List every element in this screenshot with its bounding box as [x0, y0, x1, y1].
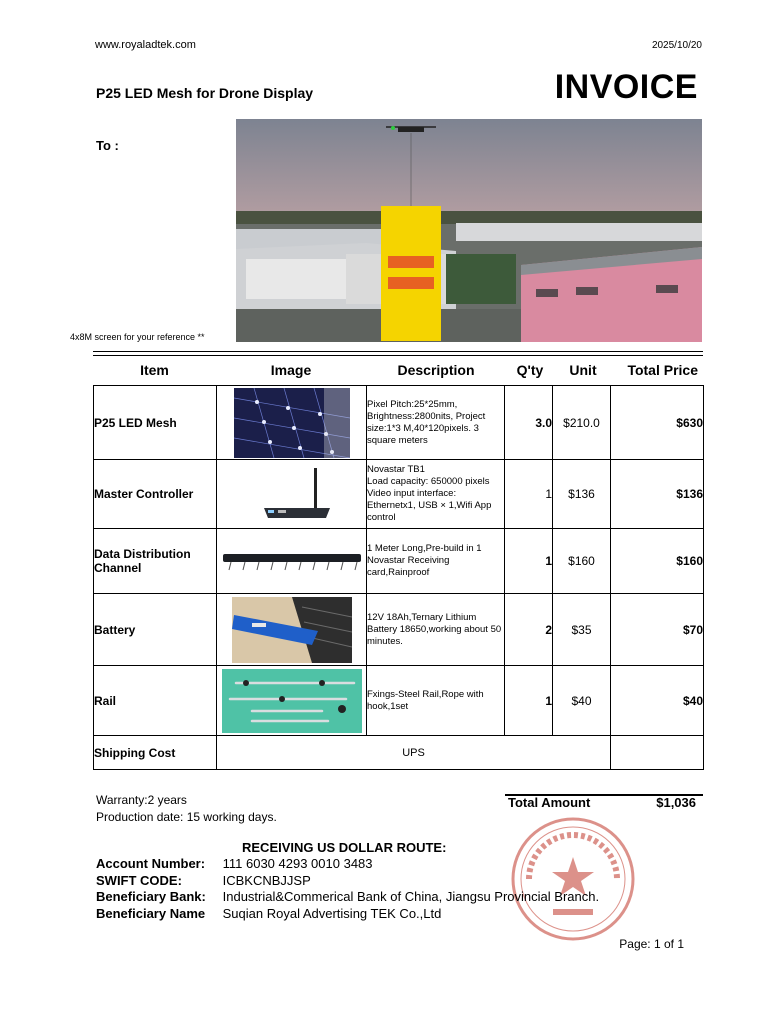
- controller-box-icon: [217, 460, 367, 529]
- beneficiary-name-value: Suqian Royal Advertising TEK Co.,Ltd: [222, 906, 442, 921]
- invoice-title: INVOICE: [554, 68, 698, 106]
- col-header-description: Description: [397, 362, 475, 378]
- row-qty: 2: [505, 594, 553, 666]
- row-unit-price: $160: [553, 529, 611, 594]
- header-rule-top: [93, 351, 703, 352]
- table-row: [94, 529, 704, 594]
- table-row: [94, 386, 704, 460]
- reference-photo: [236, 119, 702, 342]
- col-header-qty: Q'ty: [516, 362, 544, 378]
- row-unit-price: $35: [553, 594, 611, 666]
- items-table: [93, 385, 704, 770]
- invoice-subject: P25 LED Mesh for Drone Display: [96, 85, 314, 101]
- col-header-unit: Unit: [569, 362, 597, 378]
- swift-code-value: ICBKCNBJJSP: [222, 873, 311, 888]
- beneficiary-bank-label: Beneficiary Bank:: [96, 889, 206, 904]
- row-description: Novastar TB1 Load capacity: 650000 pixels Video input interface: Ethernetx1, USB × 1,Wifi App control: [367, 460, 505, 529]
- total-amount-value: $1,036: [656, 795, 696, 810]
- beneficiary-name-row: [96, 906, 441, 921]
- row-unit-price: $40: [553, 666, 611, 736]
- row-item-name: Data Distribution Channel: [94, 529, 217, 594]
- row-qty: 1: [505, 666, 553, 736]
- battery-pack-icon: [217, 594, 367, 666]
- col-header-item: Item: [140, 362, 169, 378]
- row-item-name: Rail: [94, 666, 217, 736]
- shipping-row: [94, 736, 704, 770]
- production-text: Production date: 15 working days.: [96, 810, 277, 824]
- row-item-name: P25 LED Mesh: [94, 386, 217, 460]
- row-total-price: $136: [611, 460, 704, 529]
- account-number-row: [96, 856, 373, 871]
- swift-code-label: SWIFT CODE:: [96, 873, 182, 888]
- steel-rail-icon: [217, 666, 367, 736]
- col-header-image: Image: [270, 362, 312, 378]
- total-amount-label: Total Amount: [508, 795, 591, 810]
- table-row: [94, 594, 704, 666]
- account-number-label: Account Number:: [96, 856, 206, 871]
- shipping-price: [611, 736, 704, 770]
- row-item-name: Battery: [94, 594, 217, 666]
- row-total-price: $40: [611, 666, 704, 736]
- invoice-date: 2025/10/20: [651, 40, 702, 51]
- table-row: [94, 460, 704, 529]
- row-description: Fxings-Steel Rail,Rope with hook,1set: [367, 666, 505, 736]
- beneficiary-bank-value: Industrial&Commerical Bank of China, Jiangsu Provincial Branch.: [222, 889, 600, 904]
- shipping-label: Shipping Cost: [94, 736, 217, 770]
- account-number-value: 111 6030 4293 0010 3483: [222, 856, 373, 871]
- row-description: 1 Meter Long,Pre-build in 1 Novastar Receiving card,Rainproof: [367, 529, 505, 594]
- row-total-price: $630: [611, 386, 704, 460]
- col-header-total: Total Price: [627, 362, 698, 378]
- shipping-method: UPS: [217, 736, 611, 770]
- row-qty: 3.0: [505, 386, 553, 460]
- row-unit-price: $210.0: [553, 386, 611, 460]
- to-label: To :: [96, 138, 119, 153]
- row-total-price: $160: [611, 529, 704, 594]
- website-url: www.royaladtek.com: [95, 39, 196, 51]
- beneficiary-name-label: Beneficiary Name: [96, 906, 206, 921]
- row-description: Pixel Pitch:25*25mm, Brightness:2800nits, Project size:1*3 M,40*120pixels. 3 square meters: [367, 386, 505, 460]
- bank-route-title: RECEIVING US DOLLAR ROUTE:: [242, 840, 447, 855]
- distribution-bar-icon: [217, 529, 367, 594]
- company-seal-icon: [509, 815, 637, 943]
- row-description: 12V 18Ah,Ternary Lithium Battery 18650,working about 50 minutes.: [367, 594, 505, 666]
- table-row: [94, 666, 704, 736]
- beneficiary-bank-row: [96, 889, 599, 904]
- row-qty: 1: [505, 529, 553, 594]
- row-unit-price: $136: [553, 460, 611, 529]
- swift-code-row: [96, 873, 311, 888]
- reference-note: 4x8M screen for your reference **: [70, 332, 205, 342]
- row-qty: 1: [505, 460, 553, 529]
- row-item-name: Master Controller: [94, 460, 217, 529]
- led-mesh-photo-icon: [217, 386, 367, 460]
- row-total-price: $70: [611, 594, 704, 666]
- page-number: Page: 1 of 1: [619, 937, 684, 951]
- warranty-text: Warranty:2 years: [96, 793, 187, 807]
- header-rule-bottom: [93, 355, 703, 356]
